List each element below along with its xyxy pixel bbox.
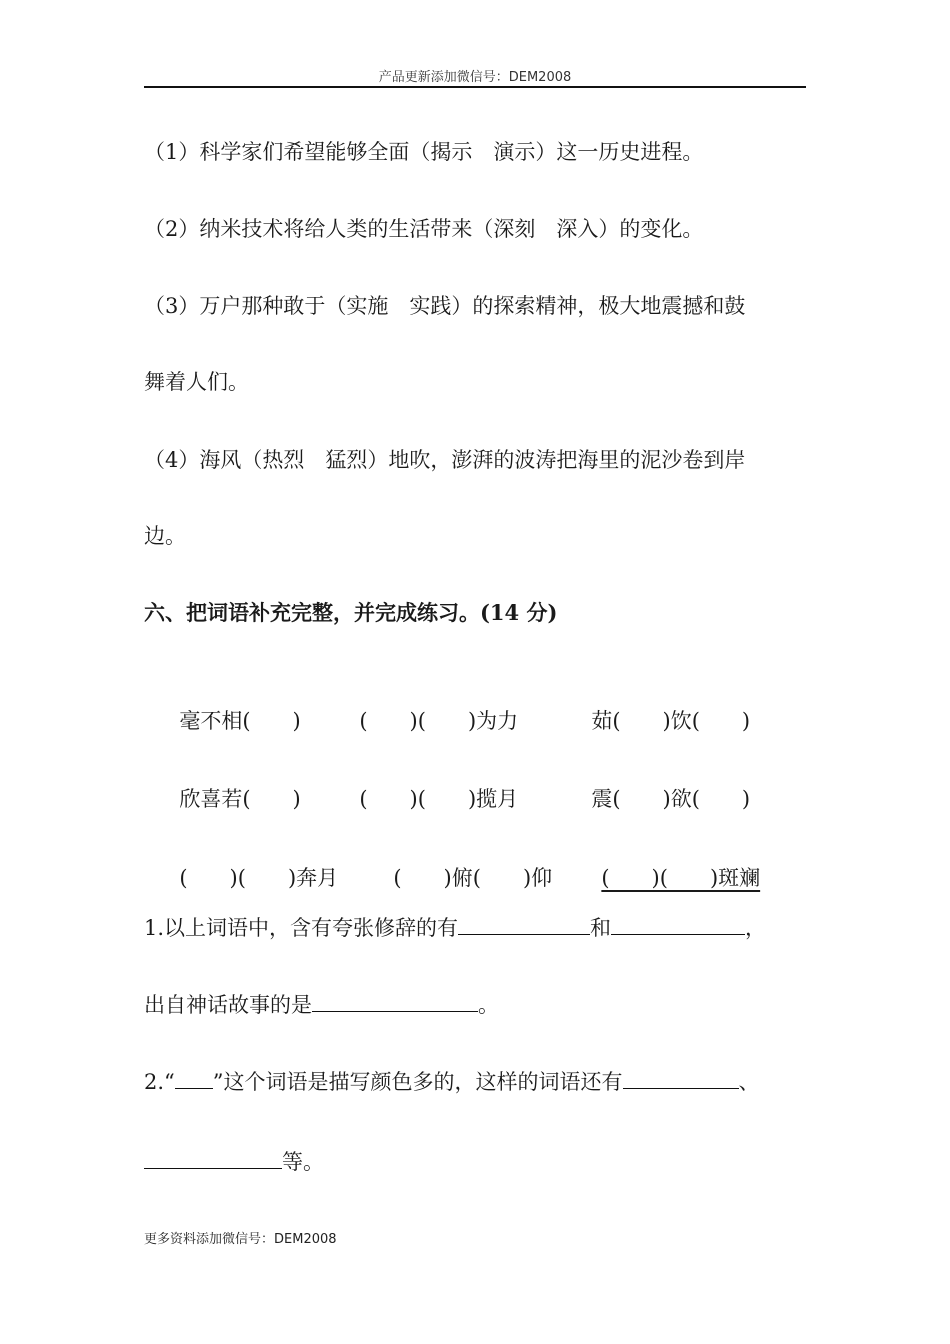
idiom-item: 茹( )饮( ) bbox=[591, 709, 751, 733]
idiom-item: 毫不相( ) bbox=[179, 709, 301, 733]
answer-blank[interactable] bbox=[175, 1066, 213, 1089]
idiom-row-1 bbox=[166, 676, 750, 736]
question-1-line-1 bbox=[144, 912, 766, 943]
page-footer: 更多资料添加微信号：DEM2008 bbox=[144, 1232, 337, 1247]
sentence-1: （1）科学家们希望能够全面（揭示 演示）这一历史进程。 bbox=[144, 140, 704, 164]
idiom-row-3 bbox=[166, 833, 760, 893]
answer-blank[interactable] bbox=[144, 1146, 282, 1169]
sentence-2: （2）纳米技术将给人类的生活带来（深刻 深入）的变化。 bbox=[144, 217, 704, 241]
idiom-item: ( )( )奔月 bbox=[179, 866, 339, 890]
sentence-4-cont: 边。 bbox=[144, 524, 186, 548]
idiom-item: ( )俯( )仰 bbox=[393, 866, 553, 890]
question-1-text: 1.以上词语中，含有夸张修辞的有 bbox=[144, 916, 459, 940]
idiom-row-2 bbox=[166, 754, 750, 814]
question-1-line-2 bbox=[144, 989, 499, 1020]
question-2-text: 2.“ bbox=[144, 1070, 175, 1094]
question-2-line-2 bbox=[144, 1146, 324, 1177]
idiom-item: 欣喜若( ) bbox=[179, 787, 301, 811]
sentence-3-cont: 舞着人们。 bbox=[144, 370, 249, 394]
question-2-text: 等。 bbox=[282, 1150, 324, 1174]
header-divider bbox=[144, 86, 806, 88]
answer-blank[interactable] bbox=[312, 989, 478, 1012]
idiom-item: ( )( )为力 bbox=[359, 709, 519, 733]
idiom-item-underlined: ( )( )斑斓 bbox=[601, 866, 761, 890]
sentence-4: （4）海风（热烈 猛烈）地吹，澎湃的波涛把海里的泥沙卷到岸 bbox=[144, 448, 746, 472]
idiom-item: ( )( )揽月 bbox=[359, 787, 519, 811]
question-2-text: 、 bbox=[738, 1070, 760, 1094]
sentence-3: （3）万户那种敢于（实施 实践）的探索精神，极大地震撼和鼓 bbox=[144, 294, 746, 318]
answer-blank[interactable] bbox=[611, 912, 745, 935]
question-2-line-1 bbox=[144, 1066, 760, 1097]
question-1-text: 。 bbox=[478, 993, 499, 1017]
idiom-item: 震( )欲( ) bbox=[591, 787, 751, 811]
question-1-text: 出自神话故事的是 bbox=[144, 993, 312, 1017]
section-6-title: 六、把词语补充完整，并完成练习。(14 分) bbox=[144, 600, 558, 625]
question-2-text: ”这个词语是描写颜色多的，这样的词语还有 bbox=[212, 1070, 623, 1094]
answer-blank[interactable] bbox=[458, 912, 590, 935]
page-header: 产品更新添加微信号：DEM2008 bbox=[378, 70, 572, 85]
answer-blank[interactable] bbox=[623, 1066, 739, 1089]
question-1-text: 和 bbox=[590, 916, 612, 940]
question-1-text: ， bbox=[745, 916, 767, 940]
